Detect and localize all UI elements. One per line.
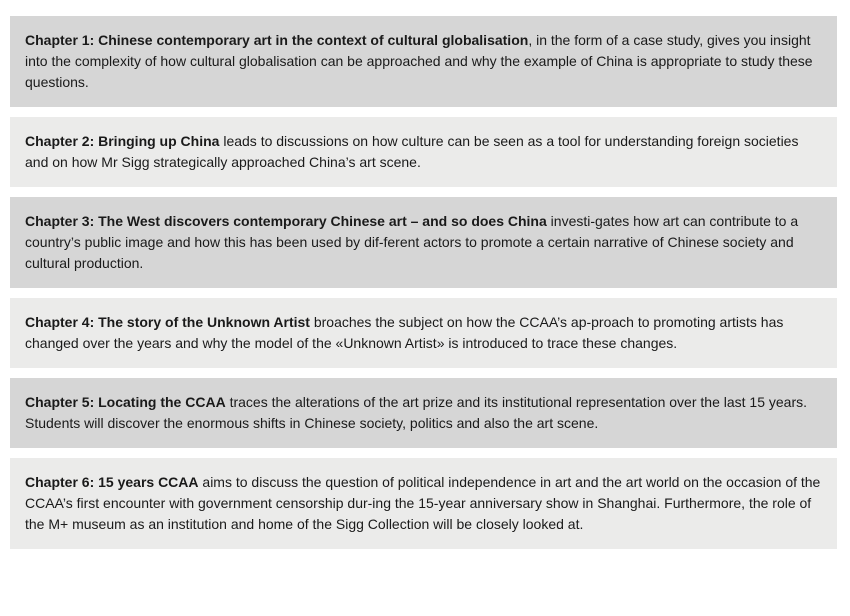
chapter-2-title: Chapter 2: Bringing up China <box>25 133 220 149</box>
chapter-6-description: aims to discuss the question of political independence in art and the art world on the occasion of the CCAA’s first encounter with government censorship dur-ing the 15-year anniversary show in Shanghai. Furthermore, the role of the M+ museum as an institution and home of the Sigg Collection will be closely looked at. <box>25 474 821 532</box>
chapter-1-title: Chapter 1: Chinese contemporary art in the context of cultural globalisation <box>25 32 529 48</box>
chapter-4-title: Chapter 4: The story of the Unknown Artist <box>25 314 310 330</box>
chapter-6-title: Chapter 6: 15 years CCAA <box>25 474 199 490</box>
chapter-2-description: leads to discussions on how culture can be seen as a tool for understanding foreign societies and on how Mr Sigg strategically approached China’s art scene. <box>25 133 799 170</box>
chapter-6-box <box>10 458 837 549</box>
chapter-5-box <box>10 378 837 448</box>
chapter-3-title: Chapter 3: The West discovers contemporary Chinese art – and so does China <box>25 213 547 229</box>
chapter-1-description: , in the form of a case study, gives you insight into the complexity of how cultural globalisation can be approached and why the example of China is appropriate to study these questions. <box>25 32 813 90</box>
chapter-4-box <box>10 298 837 368</box>
chapter-3-description: investi-gates how art can contribute to a country’s public image and how this has been used by dif-ferent actors to promote a certain narrative of Chinese society and cultural production. <box>25 213 799 271</box>
chapter-1-box <box>10 16 837 107</box>
chapter-4-description: broaches the subject on how the CCAA’s ap-proach to promoting artists has changed over the years and why the model of the «Unknown Artist» is introduced to trace these changes. <box>25 314 784 351</box>
chapter-5-description: traces the alterations of the art prize and its institutional representation over the last 15 years. Students will discover the enormous shifts in Chinese society, politics and also the art scene. <box>25 394 808 431</box>
chapter-5-title: Chapter 5: Locating the CCAA <box>25 394 226 410</box>
chapter-2-box <box>10 117 837 187</box>
chapter-3-box <box>10 197 837 288</box>
chapter-list <box>10 16 837 559</box>
